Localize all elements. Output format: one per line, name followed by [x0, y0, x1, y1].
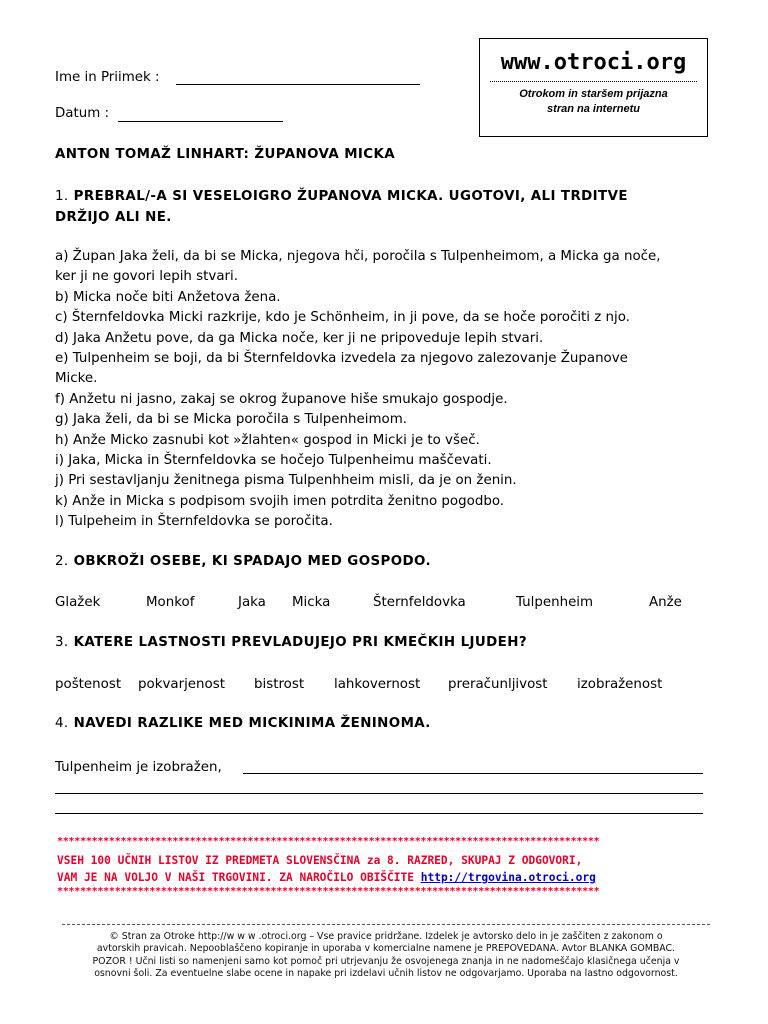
trait-option[interactable]: poštenost: [55, 677, 122, 692]
question-4-title: 4. NAVEDI RAZLIKE MED MICKINIMA ŽENINOMA.: [55, 716, 431, 731]
person-option[interactable]: Anže: [649, 595, 682, 610]
person-option[interactable]: Monkof: [146, 595, 195, 610]
page-title: ANTON TOMAŽ LINHART: ŽUPANOVA MICKA: [55, 147, 396, 162]
name-label: Ime in Priimek :: [55, 70, 160, 85]
person-option[interactable]: Jaka: [238, 595, 266, 610]
site-url: www.otroci.org: [500, 50, 687, 75]
answer-line[interactable]: [243, 773, 703, 774]
statement: j) Pri sestavljanju ženitnega pisma Tulpenhheim misli, da je on ženin.: [55, 473, 517, 489]
person-option[interactable]: Glažek: [55, 595, 101, 610]
trait-option[interactable]: izobraženost: [577, 677, 663, 692]
promo-text: VSEH 100 UČNIH LISTOV IZ PREDMETA SLOVENSČINA za 8. RAZRED, SKUPAJ Z ODGOVORI, VAM JE NA VOLJO V NAŠI TRGOVINI. ZA NAROČILO OBIŠČITE http://trgovina.otroci.org: [57, 854, 596, 884]
statement: b) Micka noče biti Anžetova žena.: [55, 289, 281, 305]
trait-option[interactable]: bistrost: [254, 677, 305, 692]
date-label: Datum :: [55, 106, 110, 121]
statement: Micke.: [55, 371, 98, 387]
stars-divider-top: **********************************************************************************************: [57, 836, 600, 847]
site-tagline: Otrokom in staršem prijazna stran na internetu: [519, 88, 668, 115]
question-1-statements: [55, 247, 715, 533]
site-logo-box: [479, 38, 708, 137]
statement: e) Tulpenheim se boji, da bi Šternfeldovka izvedela za njegovo zalezovanje Županove: [55, 351, 628, 367]
statement: f) Anžetu ni jasno, zakaj se okrog županove hiše smukajo gospodje.: [55, 391, 508, 407]
answer-line[interactable]: [55, 793, 703, 794]
statement: d) Jaka Anžetu pove, da ga Micka noče, ker ji ne pripoveduje lepih stvari.: [55, 330, 544, 346]
trait-option[interactable]: pokvarjenost: [138, 677, 225, 692]
statement: a) Župan Jaka želi, da bi se Micka, njegova hči, poročila s Tulpenheimom, a Micka ga noče,: [55, 249, 661, 264]
statement: c) Šternfeldovka Micki razkrije, kdo je Schönheim, in ji pove, da se hoče poročiti z njo.: [55, 310, 630, 326]
question-1-title: 1. PREBRAL/-A SI VESELOIGRO ŽUPANOVA MICKA. UGOTOVI, ALI TRDITVE DRŽIJO ALI NE.: [55, 189, 628, 225]
statement: h) Anže Micko zasnubi kot »žlahten« gospod in Micki je to všeč.: [55, 432, 480, 448]
trait-option[interactable]: lahkovernost: [334, 677, 421, 692]
question-2-title: 2. OBKROŽI OSEBE, KI SPADAJO MED GOSPODO.: [55, 554, 432, 569]
person-option[interactable]: Šternfeldovka: [373, 595, 466, 610]
person-option[interactable]: Micka: [292, 595, 331, 610]
trait-option[interactable]: preračunljivost: [448, 677, 548, 692]
stars-divider-bottom: **********************************************************************************************: [57, 886, 600, 897]
statement: k) Anže in Micka s podpisom svojih imen potrdita ženitno pogodbo.: [55, 493, 505, 509]
answer-line[interactable]: [55, 813, 703, 814]
shop-link[interactable]: http://trgovina.otroci.org: [420, 871, 596, 884]
date-input-line[interactable]: [118, 121, 283, 122]
divider: [490, 81, 697, 82]
answer-start-text: Tulpenheim je izobražen,: [55, 760, 222, 775]
statement: l) Tulpeheim in Šternfeldovka se poročita.: [55, 514, 333, 530]
statement: i) Jaka, Micka in Šternfeldovka se hočejo Tulpenheimu maščevati.: [55, 453, 492, 469]
footer-divider: [62, 924, 710, 925]
footer-copyright: © Stran za Otroke http://w w w .otroci.org – Vse pravice pridržane. Izdelek je avtorsko delo in je zaščiten z zakonom o avtorskih pravicah. Nepooblaščeno kopiranje in uporaba v komercialne namene je PREPOVEDANA. Avtor BLANKA GOMBAC. POZOR ! Učni listi so namenjeni samo kot pomoč pri utrjevanju že osvojenega znanja in ne nadomeščajo klasičnega učenja v osnovni šoli. Za eventuelne slabe ocene in napake pri izdelavi učnih listov ne odgovarjamo. Uporaba na lastno odgovornost.: [92, 931, 680, 980]
statement: g) Jaka želi, da bi se Micka poročila s Tulpenheimom.: [55, 412, 408, 428]
question-3-title: 3. KATERE LASTNOSTI PREVLADUJEJO PRI KMEČKIH LJUDEH?: [55, 635, 528, 650]
name-input-line[interactable]: [176, 84, 420, 85]
person-option[interactable]: Tulpenheim: [516, 595, 594, 610]
statement: ker ji ne govori lepih stvari.: [55, 269, 239, 285]
